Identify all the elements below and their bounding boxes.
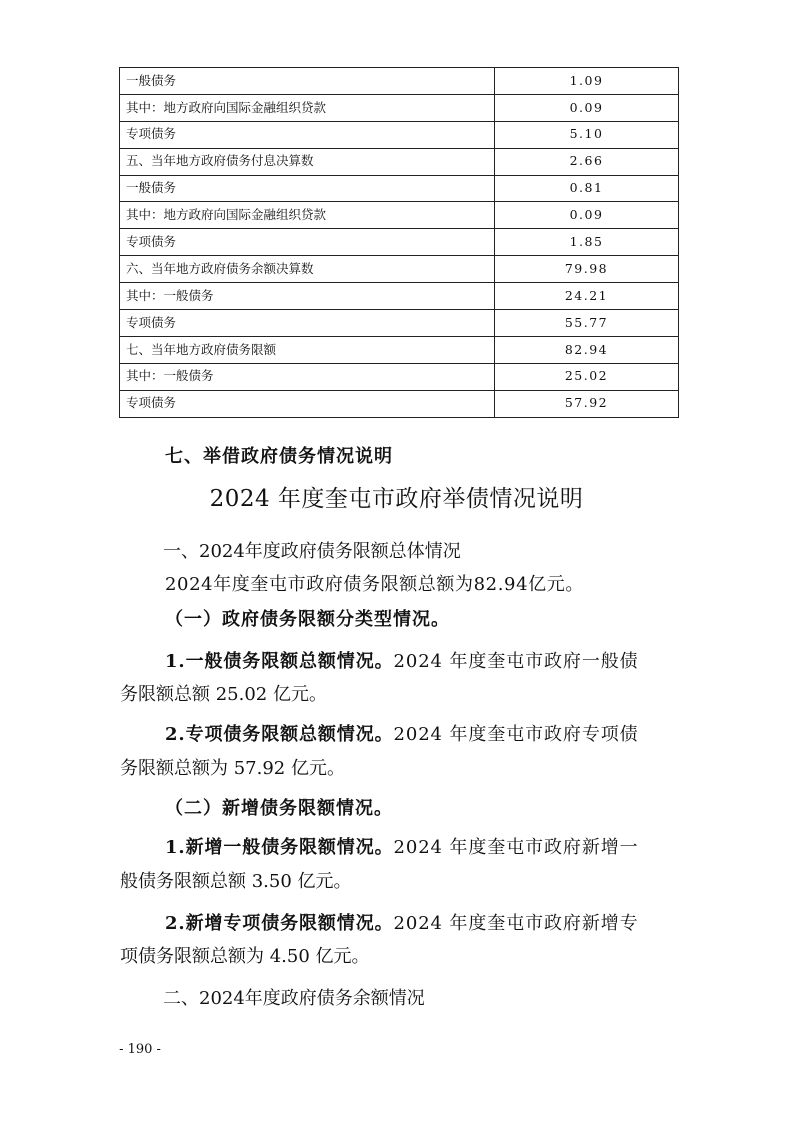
row-label: 其中：地方政府向国际金融组织贷款 xyxy=(120,94,495,121)
new-general-limit-line2: 般债务限额总额 3.50 亿元。 xyxy=(120,871,352,892)
new-general-limit-line1 xyxy=(165,833,639,859)
table-row xyxy=(120,390,679,417)
table-row xyxy=(120,310,679,337)
general-debt-limit-line1 xyxy=(165,647,639,673)
row-value: 57.92 xyxy=(495,390,679,417)
row-label: 七、当年地方政府债务限额 xyxy=(120,336,495,363)
row-value: 0.81 xyxy=(495,175,679,202)
row-value: 25.02 xyxy=(495,363,679,390)
row-label: 五、当年地方政府债务付息决算数 xyxy=(120,148,495,175)
row-label: 专项债务 xyxy=(120,229,495,256)
row-label: 其中：一般债务 xyxy=(120,283,495,310)
row-label: 其中：一般债务 xyxy=(120,363,495,390)
total-limit-paragraph: 2024年度奎屯市政府债务限额总额为82.94亿元。 xyxy=(165,574,584,595)
table-row xyxy=(120,202,679,229)
row-value: 55.77 xyxy=(495,310,679,337)
new-special-limit-line2: 项债务限额总额为 4.50 亿元。 xyxy=(120,946,370,967)
subsection-new-limit: （二）新增债务限额情况。 xyxy=(165,798,393,819)
row-value: 82.94 xyxy=(495,336,679,363)
row-value: 1.85 xyxy=(495,229,679,256)
row-value: 2.66 xyxy=(495,148,679,175)
row-value: 0.09 xyxy=(495,94,679,121)
general-debt-limit-title: 1.一般债务限额总额情况。 xyxy=(165,651,394,672)
new-special-limit-line1 xyxy=(165,909,639,935)
row-label: 其中：地方政府向国际金融组织贷款 xyxy=(120,202,495,229)
table-row xyxy=(120,336,679,363)
row-value: 24.21 xyxy=(495,283,679,310)
row-label: 一般债务 xyxy=(120,175,495,202)
document-title: 2024 年度奎屯市政府举债情况说明 xyxy=(209,486,584,512)
general-debt-limit-line2: 务限额总额 25.02 亿元。 xyxy=(120,684,327,705)
new-special-limit-text: 2024 年度奎屯市政府新增专 xyxy=(393,913,639,934)
row-value: 1.09 xyxy=(495,68,679,95)
row-label: 专项债务 xyxy=(120,310,495,337)
new-general-limit-text: 2024 年度奎屯市政府新增一 xyxy=(393,837,639,858)
table-row xyxy=(120,283,679,310)
special-debt-limit-line2: 务限额总额为 57.92 亿元。 xyxy=(120,758,345,779)
part2-heading: 二、2024年度政府债务余额情况 xyxy=(163,988,425,1009)
table-row xyxy=(120,175,679,202)
table-row xyxy=(120,68,679,95)
row-value: 79.98 xyxy=(495,256,679,283)
new-special-limit-title: 2.新增专项债务限额情况。 xyxy=(165,913,394,934)
debt-table-body xyxy=(120,68,679,418)
special-debt-limit-title: 2.专项债务限额总额情况。 xyxy=(165,724,394,745)
section-heading-debt-explanation: 七、举借政府债务情况说明 xyxy=(165,446,393,467)
general-debt-limit-text: 2024 年度奎屯市政府一般债 xyxy=(393,651,639,672)
row-label: 六、当年地方政府债务余额决算数 xyxy=(120,256,495,283)
table-row xyxy=(120,363,679,390)
subsection-limit-by-type: （一）政府债务限额分类型情况。 xyxy=(165,609,450,630)
row-label: 专项债务 xyxy=(120,121,495,148)
new-general-limit-title: 1.新增一般债务限额情况。 xyxy=(165,837,394,858)
part1-heading: 一、2024年度政府债务限额总体情况 xyxy=(163,541,461,562)
table-row xyxy=(120,229,679,256)
row-label: 专项债务 xyxy=(120,390,495,417)
table-row xyxy=(120,94,679,121)
table-row xyxy=(120,121,679,148)
row-value: 0.09 xyxy=(495,202,679,229)
special-debt-limit-line1 xyxy=(165,720,639,746)
row-label: 一般债务 xyxy=(120,68,495,95)
table-row xyxy=(120,148,679,175)
row-value: 5.10 xyxy=(495,121,679,148)
page-number: - 190 - xyxy=(119,1042,161,1057)
debt-table xyxy=(119,67,679,418)
table-row xyxy=(120,256,679,283)
special-debt-limit-text: 2024 年度奎屯市政府专项债 xyxy=(393,724,639,745)
